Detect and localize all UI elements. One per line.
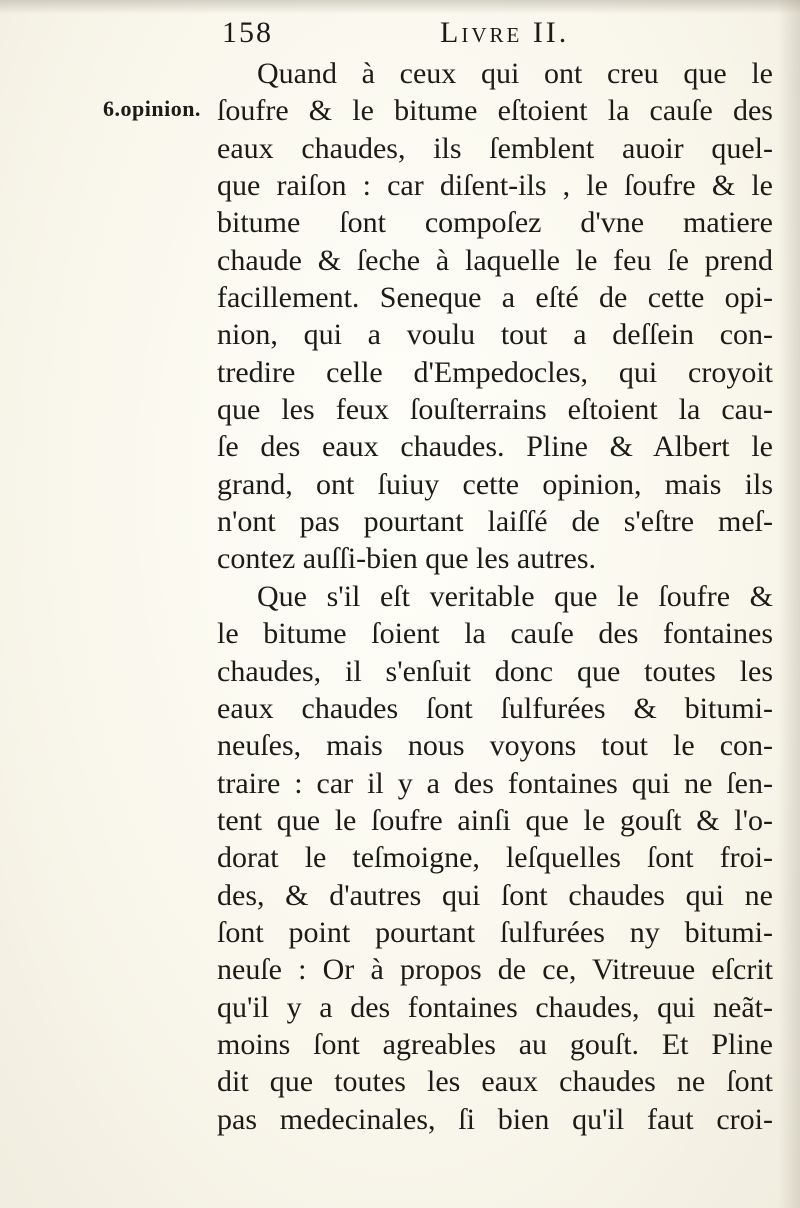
text-line: tent que le ſoufre ainſi que le gouſt & l'o-: [217, 803, 773, 837]
text-line: Que s'il eſt veritable que le ſoufre &: [257, 579, 773, 613]
text-line: des, & d'autres qui ſont chaudes qui ne: [217, 878, 773, 912]
text-line: pas medecinales, ſi bien qu'il faut croi-: [217, 1102, 773, 1136]
text-line: neuſe : Or à propos de ce, Vitreuue eſcrit: [217, 953, 773, 987]
text-line: facillement. Seneque a eſté de cette opi-: [217, 281, 773, 315]
page-header: [0, 16, 800, 56]
text-line: tredire celle d'Empedocles, qui croyoit: [217, 355, 773, 389]
text-line: ſe des eaux chaudes. Pline & Albert le: [217, 430, 773, 464]
top-edge-shadow: [0, 0, 800, 14]
text-line: ſont point pourtant ſulfurées ny bitumi-: [217, 915, 773, 949]
text-line: grand, ont ſuiuy cette opinion, mais ils: [217, 467, 773, 501]
text-line: n'ont pas pourtant laiſſé de s'eſtre meſ-: [217, 505, 773, 539]
text-line: bitume ſont compoſez d'vne matiere: [217, 206, 773, 240]
text-line: chaudes, il s'enſuit donc que toutes les: [217, 654, 773, 688]
body-text: [217, 55, 773, 1138]
text-line: que raiſon : car diſent-ils , le ſoufre & le: [217, 169, 773, 203]
text-line: eaux chaudes, ils ſemblent auoir quel-: [217, 131, 773, 165]
text-line: moins ſont agreables au gouſt. Et Pline: [217, 1027, 773, 1061]
text-line: contez auſſi-bien que les autres.: [217, 542, 597, 576]
text-line: le bitume ſoient la cauſe des fontaines: [217, 617, 773, 651]
text-line: que les feux ſouſterrains eſtoient la cau-: [217, 393, 773, 427]
right-edge-shadow: [778, 0, 800, 1208]
text-line: neuſes, mais nous voyons tout le con-: [217, 729, 773, 763]
text-line: ſoufre & le bitume eſtoient la cauſe des: [217, 94, 773, 128]
text-line: dorat le teſmoigne, leſquelles ſont froi-: [217, 841, 773, 875]
text-line: chaude & ſeche à laquelle le feu ſe prend: [217, 243, 773, 277]
text-line: traire : car il y a des fontaines qui ne ſen-: [217, 766, 773, 800]
margin-note: 6.opinion.: [103, 96, 201, 121]
text-line: nion, qui a voulu tout a deſſein con-: [217, 318, 773, 352]
text-line: qu'il y a des fontaines chaudes, qui neãt-: [217, 990, 773, 1024]
page-number: 158: [222, 16, 273, 49]
running-head: Livre II.: [440, 16, 570, 49]
text-line: eaux chaudes ſont ſulfurées & bitumi-: [217, 691, 773, 725]
text-line: Quand à ceux qui ont creu que le: [257, 57, 773, 90]
text-line: dit que toutes les eaux chaudes ne ſont: [217, 1065, 773, 1099]
